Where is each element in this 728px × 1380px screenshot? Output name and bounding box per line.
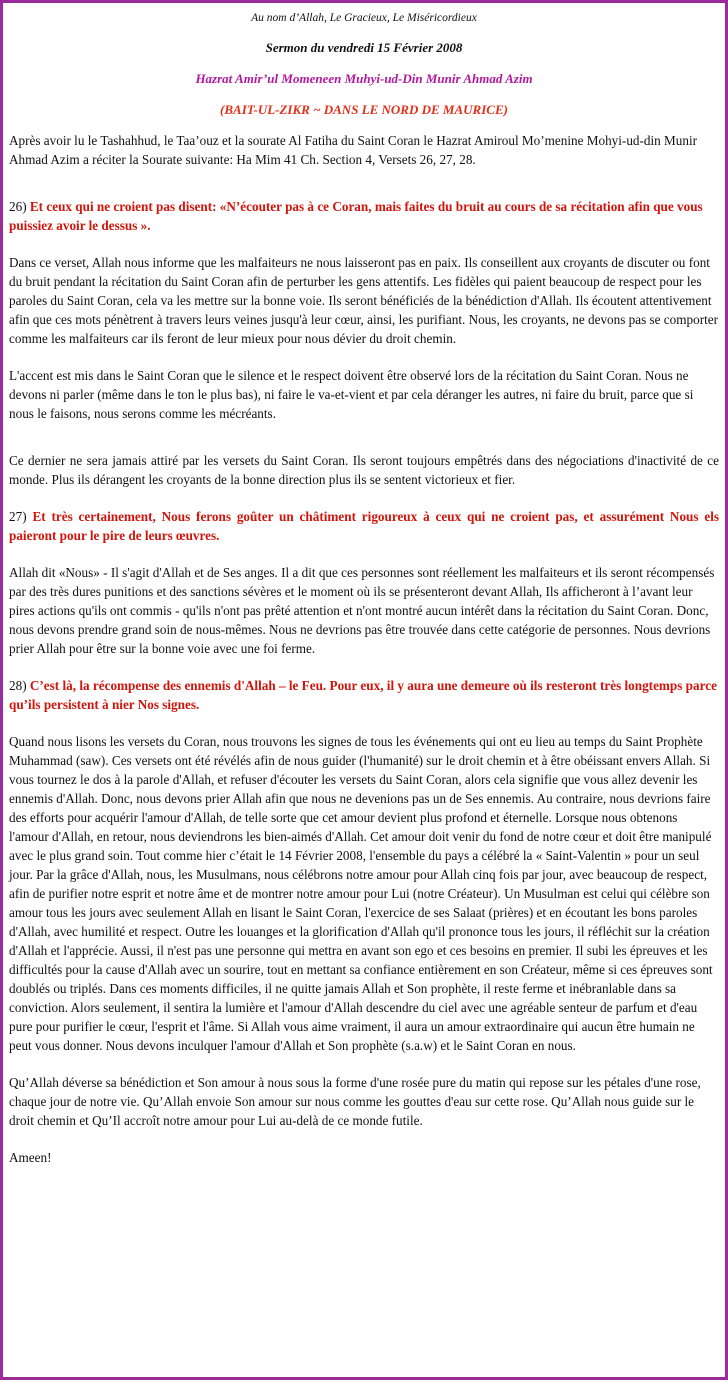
commentary-26-paragraph-2: L'accent est mis dans le Saint Coran que le silence et le respect doivent être observé lors de la récitation du Saint Coran. Nous ne devons ni parler (même dans le ton le plus bas), ni faire le va-et-vient et par cela déranger les autres, ni faire du bruit, parce que si nous le faisons, nous serons comme les mécréants. <box>9 368 694 421</box>
basmala-line: Au nom d’Allah, Le Gracieux, Le Miséricordieux <box>251 12 477 24</box>
sermon-location: (BAIT-UL-ZIKR ~ DANS LE NORD DE MAURICE) <box>220 102 508 117</box>
ameen: Ameen! <box>9 1150 52 1165</box>
imam-name: Hazrat Amir’ul Momeneen Muhyi-ud-Din Munir Ahmad Azim <box>195 71 533 86</box>
verse-26-text: Et ceux qui ne croient pas disent: «N’écouter pas à ce Coran, mais faites du bruit au cours de sa récitation afin que vous puissiez avoir le dessus ». <box>9 199 703 233</box>
commentary-26-paragraph-3: Ce dernier ne sera jamais attiré par les versets du Saint Coran. Ils seront toujours empêtrés dans des négociations d'inactivité de ce monde. Plus ils dérangent les croyants de la bonne direction plus ils se sentent victorieux et fier. <box>9 453 719 487</box>
opening-paragraph: Après avoir lu le Tashahhud, le Taa’ouz et la sourate Al Fatiha du Saint Coran le Hazrat Amiroul Mo’menine Mohyi-ud-din Munir Ahmad Azim a réciter la Sourate suivante: Ha Mim 41 Ch. Section 4, Versets 26, 27, 28. <box>9 133 698 167</box>
verse-26-number: 26) <box>9 199 27 214</box>
sermon-title: Sermon du vendredi 15 Février 2008 <box>265 40 463 55</box>
commentary-28-paragraph: Quand nous lisons les versets du Coran, nous trouvons les signes de tous les événements qui ont eu lieu au temps du Saint Prophète Muhammad (saw). Ces versets ont été révélés afin de nous guider (l'humanité) sur le droit chemin et à être obéissant envers Allah. Si vous tournez le dos à la parole d'Allah, et refuser d'écouter les versets du Saint Coran, alors cela signifie que vous allez devenir les ennemis d'Allah. Donc, nous devons prier Allah afin que nous ne devenions pas un de Ses ennemis. Au contraire, nous devrions faire des efforts pour acquérir l'amour d'Allah, de telle sorte que cet amour devient plus profond et éternelle. Lorsque nous obtenons l'amour d'Allah, en retour, nous deviendrons les bien-aimés d'Allah. Cet amour doit venir du fond de notre cœur et doit être manipulé avec le plus grand soin. Tout comme hier c’était le 14 Février 2008, l'ensemble du pays a célébré la « Saint-Valentin » pour un seul jour. Par la grâce d'Allah, nous, les Musulmans, nous célébrons notre amour pour Allah cinq fois par jour, avec beaucoup de respect, afin de purifier notre esprit et notre âme et de montrer notre amour pour Lui (notre Créateur). Un Musulman est celui qui célèbre son amour tous les jours avec seulement Allah en lisant le Saint Coran, l'exercice de ses Salaat (prières) et en écoutant les bons paroles d'Allah, avec humilité et respect. Outre les louanges et la glorification d'Allah qu'il prononce tous les jours, il réfléchit sur la création d'Allah et l'apprécie. Aussi, il n'est pas une personne qui mettra en avant son ego et ces besoins en premier. Il subi les épreuves et les difficultés pour la cause d'Allah avec un sourire, tout en mettant sa confiance entièrement en son Créateur, même si ces épreuves sont doublés ou triplés. Dans ces moments difficiles, il ne quitte jamais Allah et Son prophète, il reste ferme et inébranlable dans sa conviction. Alors seulement, il sentira la lumière et l'amour d'Allah descendre du ciel avec une agréable senteur de parfum et d'eau pure pour purifier le cœur, l'esprit et l'âme. Si Allah vous aime vraiment, il aura un amour extraordinaire qui aucun être humain ne peut vous donner. Nous devons inculquer l'amour d'Allah et Son prophète (s.a.w) et le Saint Coran en nous. <box>9 734 713 1053</box>
verse-28-text: C’est là, la récompense des ennemis d'Allah – le Feu. Pour eux, il y aura une demeure où ils resteront très longtemps parce qu’ils persistent à nier Nos signes. <box>9 678 717 712</box>
verse-28-number: 28) <box>9 678 27 693</box>
verse-28 <box>9 676 719 714</box>
verse-26 <box>9 197 719 235</box>
verse-27-text: Et très certainement, Nous ferons goûter un châtiment rigoureux à ceux qui ne croient pas, et assurément Nous els paieront pour le pire de leurs œuvres. <box>9 509 719 543</box>
commentary-27-paragraph: Allah dit «Nous» - Il s'agit d'Allah et de Ses anges. Il a dit que ces personnes sont réellement les malfaiteurs et ils seront récompensés par des très dures punitions et des sanctions sévères et le moment où ils se présenteront devant Allah, Ils afficheront à l’avant leur pires actions qu'ils ont commis - qu'ils n'ont pas prêté attention et n'ont montré aucun intérêt dans la récitation du Saint Coran. Donc, nous devons prendre grand soin de nous-mêmes. Nous ne devrions pas être trouvée dans cette catégorie de personnes. Nous devrions prier Allah pour être sur la bonne voie avec une foi ferme. <box>9 565 715 656</box>
verse-27 <box>9 507 719 545</box>
closing-prayer: Qu’Allah déverse sa bénédiction et Son amour à nous sous la forme d'une rosée pure du matin qui repose sur les pétales d'une rose, chaque jour de notre vie. Qu’Allah envoie Son amour sur nous comme les gouttes d'eau sur cette rose. Qu’Allah nous guide sur le droit chemin et Qu’Il accroît notre amour pour Lui au-delà de ce monde futile. <box>9 1075 701 1128</box>
commentary-26-paragraph-1: Dans ce verset, Allah nous informe que les malfaiteurs ne nous laisseront pas en paix. Ils conseillent aux croyants de discuter ou font du bruit pendant la récitation du Saint Coran afin de perturber les gens attentifs. Les fidèles qui paient beaucoup de respect pour les paroles du Saint Coran, cela va les mettre sur la bonne voie. Ils seront bénéficiés de la bénédiction d'Allah. Ils écoutent attentivement afin que ces mots pénètrent à travers leurs veines jusqu'à leur cœur, ainsi, les purifiant. Nous, les croyants, ne devons pas se comporter comme les malfaiteurs car ils feront de leur mieux pour nous dévier du droit chemin. <box>9 255 719 346</box>
verse-27-number: 27) <box>9 509 27 524</box>
